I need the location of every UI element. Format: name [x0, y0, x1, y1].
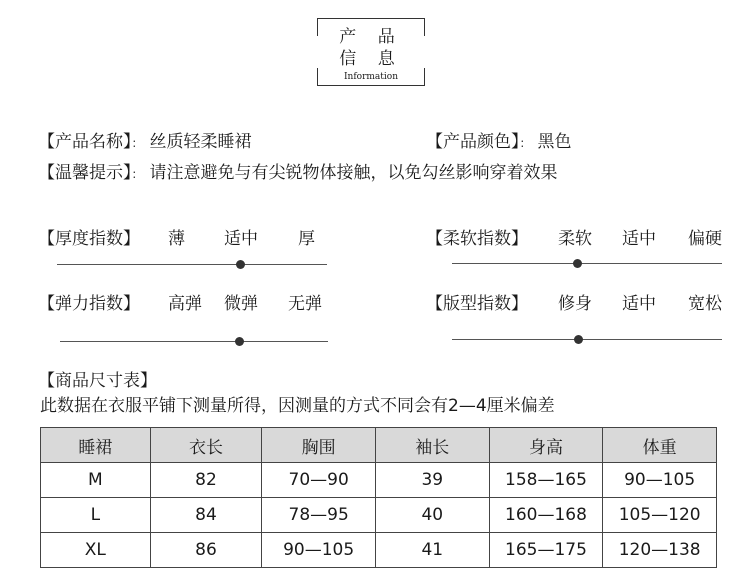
- weight-cell: 105—120: [603, 498, 717, 533]
- weight-cell: 90—105: [603, 463, 717, 498]
- height-cell: 165—175: [489, 533, 603, 568]
- softness-index-label: 【柔软指数】: [426, 229, 528, 249]
- product-color-label: 【产品颜色】: [426, 132, 520, 152]
- tip-value: 请注意避免与有尖锐物体接触，以免勾丝影响穿着效果: [149, 163, 558, 183]
- table-row: [41, 533, 717, 568]
- thickness-option-thin: 薄: [168, 229, 185, 249]
- length-cell: 86: [150, 533, 262, 568]
- thickness-option-thick: 厚: [298, 229, 315, 249]
- header-bracket-top: [317, 18, 425, 19]
- elasticity-marker: [235, 337, 244, 346]
- height-cell: 160—168: [489, 498, 603, 533]
- header-cell-sleeve: 袖长: [375, 428, 489, 463]
- thickness-track: [57, 264, 327, 265]
- fit-marker: [574, 335, 583, 344]
- length-cell: 84: [150, 498, 262, 533]
- elasticity-option-slight: 微弹: [224, 294, 258, 314]
- size-table-note: 此数据在衣服平铺下测量所得，因测量的方式不同会有2—4厘米偏差: [40, 396, 555, 416]
- header-subtitle: Information: [343, 72, 398, 82]
- elasticity-track: [60, 341, 328, 342]
- product-color-value: 黑色: [537, 132, 572, 152]
- elasticity-index-label: 【弹力指数】: [38, 294, 140, 314]
- fit-option-slim: 修身: [558, 294, 592, 314]
- header-cell-dress: 睡裙: [41, 428, 151, 463]
- bust-cell: 70—90: [262, 463, 376, 498]
- product-color-separator: ：: [519, 136, 532, 150]
- header-cell-bust: 胸围: [262, 428, 376, 463]
- bust-cell: 78—95: [262, 498, 376, 533]
- header-cell-height: 身高: [489, 428, 603, 463]
- softness-track: [452, 263, 722, 264]
- softness-marker: [573, 259, 582, 268]
- fit-index-label: 【版型指数】: [426, 294, 528, 314]
- softness-option-medium: 适中: [622, 229, 656, 249]
- header-bracket-bottom: [317, 85, 425, 86]
- fit-option-medium: 适中: [622, 294, 656, 314]
- thickness-marker: [236, 260, 245, 269]
- size-table: [40, 427, 717, 568]
- product-name-separator: ：: [131, 136, 144, 150]
- product-name-value: 丝质轻柔睡裙: [149, 132, 252, 152]
- header-cell-length: 衣长: [150, 428, 262, 463]
- size-cell: XL: [41, 533, 151, 568]
- softness-option-soft: 柔软: [558, 229, 592, 249]
- product-name-row: [38, 131, 252, 154]
- length-cell: 82: [150, 463, 262, 498]
- tip-row: [38, 162, 558, 185]
- elasticity-option-none: 无弹: [288, 294, 322, 314]
- tip-label: 【温馨提示】: [38, 163, 132, 183]
- header-cell-weight: 体重: [603, 428, 717, 463]
- fit-track: [452, 339, 722, 340]
- tip-separator: ：: [131, 167, 144, 181]
- table-row: [41, 463, 717, 498]
- size-cell: M: [41, 463, 151, 498]
- softness-option-firm: 偏硬: [688, 229, 722, 249]
- bust-cell: 90—105: [262, 533, 376, 568]
- product-name-label: 【产品名称】: [38, 132, 132, 152]
- thickness-option-medium: 适中: [224, 229, 258, 249]
- thickness-index-label: 【厚度指数】: [38, 229, 140, 249]
- table-row: [41, 498, 717, 533]
- weight-cell: 120—138: [603, 533, 717, 568]
- product-color-row: [426, 131, 572, 154]
- header-title-line2: 信 息: [339, 49, 403, 69]
- sleeve-cell: 39: [375, 463, 489, 498]
- elasticity-option-high: 高弹: [168, 294, 202, 314]
- size-table-title: 【商品尺寸表】: [38, 371, 157, 391]
- size-table-header: [41, 428, 717, 463]
- sleeve-cell: 40: [375, 498, 489, 533]
- height-cell: 158—165: [489, 463, 603, 498]
- fit-option-loose: 宽松: [688, 294, 722, 314]
- header-title-line1: 产 品: [339, 27, 403, 47]
- product-info-header: [317, 18, 425, 86]
- size-cell: L: [41, 498, 151, 533]
- sleeve-cell: 41: [375, 533, 489, 568]
